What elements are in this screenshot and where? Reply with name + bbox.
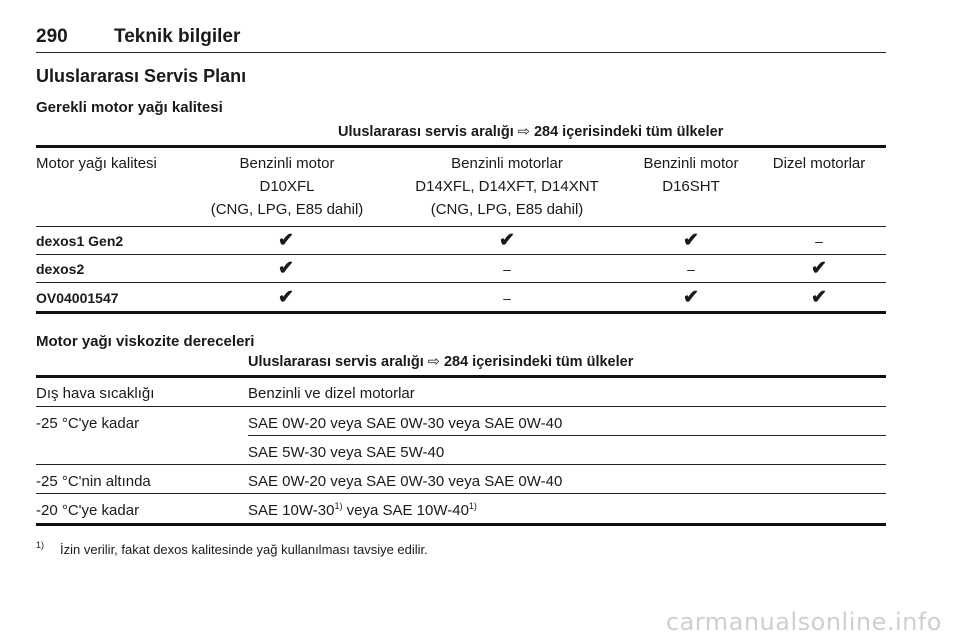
temp-cell: -25 °C'ye kadar (36, 415, 140, 432)
temp-cell: -25 °C'nin altında (36, 473, 151, 490)
page-number: 290 (36, 26, 68, 47)
row-divider (36, 464, 886, 465)
check-icon: ✔ (278, 230, 294, 251)
footnote-ref: 1) (334, 501, 343, 511)
caption-page-ref[interactable]: 284 içerisindeki tüm ülkeler (443, 354, 634, 370)
footnote-ref: 1) (468, 501, 477, 511)
col-header-temperature: Dış hava sıcaklığı (36, 385, 155, 402)
page-header (36, 26, 886, 53)
chapter-title: Teknik bilgiler (114, 26, 241, 47)
viscosity-subtitle: Motor yağı viskozite dereceleri (36, 333, 255, 350)
check-icon: ✔ (278, 287, 294, 308)
row-divider (36, 406, 886, 407)
quality-subtitle: Gerekli motor yağı kalitesi (36, 99, 223, 116)
dash-icon: – (503, 290, 511, 306)
viscosity-caption (248, 354, 633, 370)
check-icon: ✔ (499, 230, 515, 251)
oil-grade-cell: SAE 0W-20 veya SAE 0W-30 veya SAE 0W-40 (248, 415, 563, 432)
table-bottom-rule (36, 311, 886, 314)
caption-text: Uluslararası servis aralığı (248, 354, 424, 370)
row-label: dexos1 Gen2 (36, 233, 124, 249)
table-row (36, 255, 886, 282)
footnote-text: İzin verilir, fakat dexos kalitesinde yağ kullanılması tavsiye edilir. (60, 542, 428, 557)
footnote-mark: 1) (36, 540, 45, 550)
table-row (36, 283, 886, 311)
col-header-d10xfl: Benzinli motor D10XFL (CNG, LPG, E85 dahil) (210, 155, 364, 218)
oil-grade-cell: SAE 0W-20 veya SAE 0W-30 veya SAE 0W-40 (248, 473, 563, 490)
dash-icon: – (503, 261, 511, 277)
row-divider (248, 435, 886, 436)
watermark-text: carmanualsonline.info (665, 608, 942, 636)
check-icon: ✔ (811, 258, 827, 279)
temp-cell: -20 °C'ye kadar (36, 502, 140, 519)
table-top-rule (36, 375, 886, 378)
col-header-diesel: Dizel motorlar (772, 155, 866, 172)
arrow-icon[interactable]: ⇨ (427, 354, 440, 370)
dash-icon: – (815, 233, 823, 249)
arrow-icon[interactable]: ⇨ (517, 124, 530, 140)
col-header-engines: Benzinli ve dizel motorlar (248, 385, 415, 402)
col-header-d16sht: Benzinli motor D16SHT (643, 155, 739, 195)
table-bottom-rule (36, 523, 886, 526)
row-label: dexos2 (36, 261, 85, 277)
caption-page-ref[interactable]: 284 içerisindeki tüm ülkeler (533, 124, 724, 140)
oil-grade-cell: SAE 5W-30 veya SAE 5W-40 (248, 444, 445, 461)
section-title: Uluslararası Servis Planı (36, 66, 247, 86)
caption-text: Uluslararası servis aralığı (338, 124, 514, 140)
col-header-quality: Motor yağı kalitesi (36, 155, 157, 172)
table-top-rule (36, 145, 886, 148)
table-row (36, 227, 886, 254)
check-icon: ✔ (278, 258, 294, 279)
check-icon: ✔ (683, 230, 699, 251)
row-label: OV04001547 (36, 290, 119, 306)
dash-icon: – (687, 261, 695, 277)
quality-caption (338, 124, 723, 140)
quality-table-header (36, 155, 886, 225)
check-icon: ✔ (683, 287, 699, 308)
col-header-d14: Benzinli motorlar D14XFL, D14XFT, D14XNT (CNG, LPG, E85 dahil) (415, 155, 599, 218)
row-divider (36, 493, 886, 494)
oil-grade-cell: SAE 10W-30$^{1)}$ veya SAE 10W-40$^{1)}$ (248, 501, 477, 519)
check-icon: ✔ (811, 287, 827, 308)
